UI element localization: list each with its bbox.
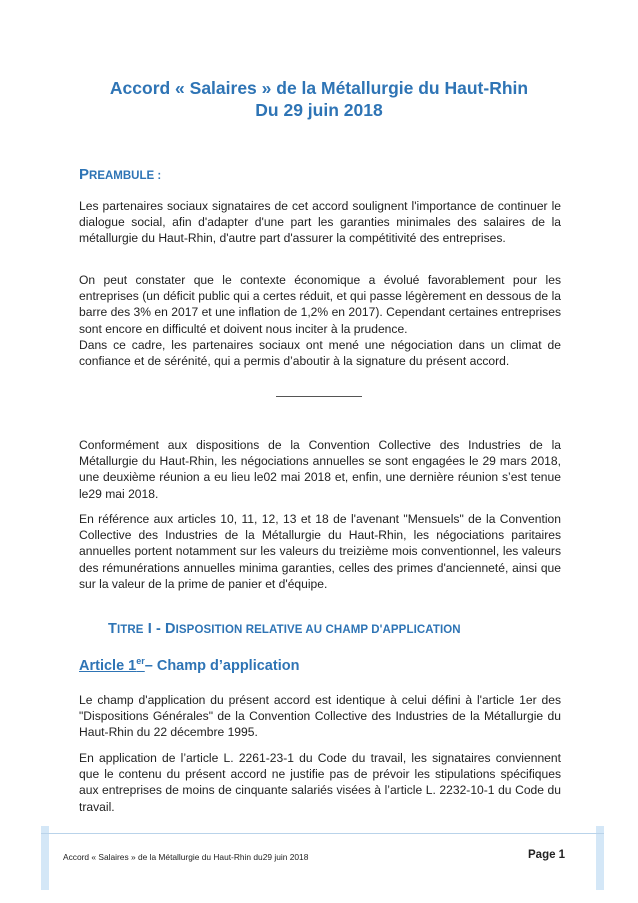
section-separator: [276, 396, 362, 397]
article-1-heading: [79, 658, 299, 674]
titre-1-subject: ISPOSITION RELATIVE AU CHAMP D'APPLICATION: [175, 624, 461, 636]
article-1-number: Article 1: [79, 658, 137, 674]
preamble-paragraph-2: [79, 272, 561, 369]
article-1-sup: er: [136, 656, 145, 666]
footer-document-title: Accord « Salaires » de la Métallurgie du Haut-Rhin du29 juin 2018: [63, 852, 309, 862]
preamble-paragraph-3-text: Dans ce cadre, les partenaires sociaux ont mené une négociation dans un climat de confiance et de sérénité, qui a permis d’aboutir à la signature du présent accord.: [79, 337, 561, 369]
titre-1-number: I -: [143, 621, 166, 637]
titre-1-word: ITRE: [116, 624, 144, 636]
preamble-heading: [79, 166, 161, 183]
footer-left-bar: [41, 826, 49, 890]
preamble-paragraph-1: Les partenaires sociaux signataires de cet accord soulignent l'importance de continuer le dialogue social, afin d'adapter d'une part les garanties minimales des salaires de la métallurgie du Haut-Rhin, d'autre part d'assurer la compétitivité des entreprises.: [79, 199, 561, 246]
preamble-paragraph-2-text: On peut constater que le contexte économique a évolué favorablement pour les entreprises (un déficit public qui a certes réduit, et qui passe légèrement en dessous de la barre des 3% en 2017 et une inflation de 1,2% en 2017). Cependant certaines entreprises sont encore en difficulté et doivent nous inciter à la prudence.: [79, 273, 561, 336]
footer-page-number: Page 1: [528, 849, 566, 861]
titre-1-subject-initial: D: [165, 621, 176, 637]
preamble-heading-initial: P: [79, 166, 90, 183]
footer-rule: [41, 833, 604, 834]
footer-right-bar: [596, 826, 604, 890]
article-1-label: [79, 658, 145, 674]
body-paragraph-1: Conformément aux dispositions de la Convention Collective des Industries de la Métallurgie du Haut-Rhin, les négociations annuelles se sont engagées le 29 mars 2018, une deuxième réunion a eu lieu le02 mai 2018 et, enfin, une dernière réunion s’est tenue le29 mai 2018.: [79, 438, 561, 501]
article-1-title: – Champ d’application: [144, 658, 300, 674]
article-1-paragraph-2: En application de l’article L. 2261-23-1 du Code du travail, les signataires conviennent que le contenu du présent accord ne justifie pas de prévoir les stipulations spécifiques aux entreprises de moins de cinquante salariés visées à l’article L. 2232-10-1 du Code du travail.: [79, 751, 561, 814]
article-1-paragraph-1: Le champ d'application du présent accord est identique à celui défini à l'article 1er des "Dispositions Générales" de la Convention Collective des Industries de la Métallurgie du Haut-Rhin du 22 décembre 1995.: [79, 693, 561, 740]
document-title-line1: Accord « Salaires » de la Métallurgie du Haut-Rhin: [109, 78, 529, 98]
body-paragraph-2: En référence aux articles 10, 11, 12, 13 et 18 de l'avenant "Mensuels" de la Convention Collective des Industries de la Métallurgie du Haut-Rhin, les négociations paritaires annuelles portent notamment sur les valeurs du treizième mois conventionnel, les valeurs des rémunérations annuelles minima garanties, celles des primes d'ancienneté, ainsi que sur la valeur de la prime de panier et d'équipe.: [79, 512, 561, 591]
preamble-heading-rest: REAMBULE :: [89, 170, 162, 182]
document-title-line2: Du 29 juin 2018: [255, 100, 383, 120]
titre-1-heading: [108, 621, 461, 637]
titre-1-initial: T: [108, 621, 117, 637]
